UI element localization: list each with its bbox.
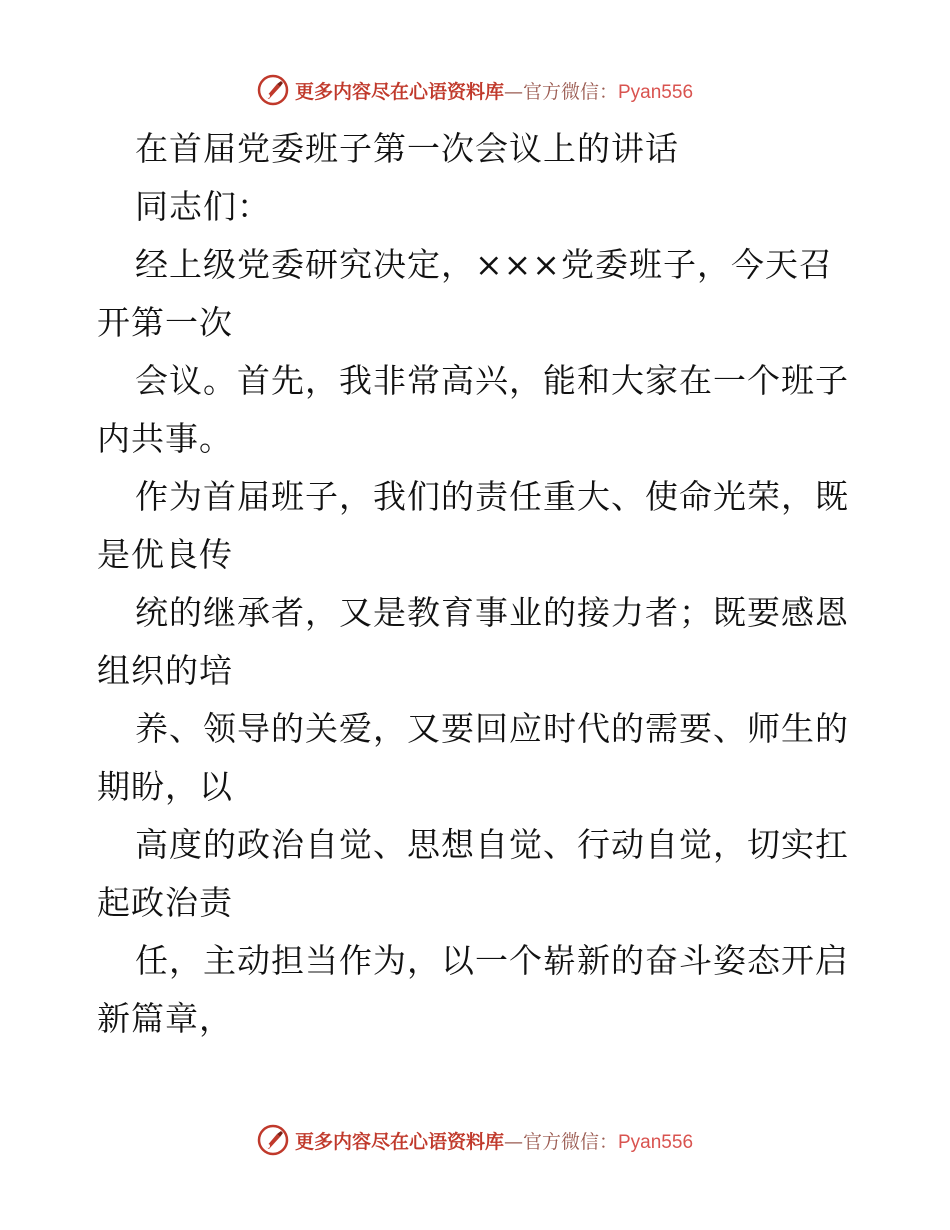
paragraph-line: 会议。首先，我非常高兴，能和大家在一个班子 <box>135 361 849 400</box>
header-banner-inner <box>257 74 693 106</box>
document-title: 在首届党委班子第一次会议上的讲话 <box>135 129 679 168</box>
footer-banner-title: 更多内容尽在心语资料库 <box>294 1130 504 1153</box>
paragraph-line: 新篇章， <box>97 999 233 1038</box>
footer-banner-account: Pyan556 <box>618 1131 694 1153</box>
header-banner-text <box>295 77 693 104</box>
paragraph-line: 作为首届班子，我们的责任重大、使命光荣，既 <box>135 477 849 516</box>
paragraph-line: 养、领导的关爱，又要回应时代的需要、师生的 <box>135 709 849 748</box>
header-banner-account: Pyan556 <box>618 81 694 103</box>
header-banner <box>0 70 950 110</box>
paragraph-line: 内共事。 <box>97 419 233 458</box>
pen-logo-icon <box>257 1124 289 1156</box>
footer-banner-separator: —官方微信： <box>503 1130 618 1153</box>
document-salutation: 同志们： <box>135 187 271 226</box>
paragraph-line: 统的继承者，又是教育事业的接力者；既要感恩 <box>135 593 849 632</box>
paragraph-line: 经上级党委研究决定，×××党委班子，今天召 <box>135 245 833 284</box>
paragraph-line: 组织的培 <box>97 651 233 690</box>
paragraph-line: 起政治责 <box>97 883 233 922</box>
pen-logo-icon <box>257 74 289 106</box>
paragraph-line: 开第一次 <box>97 303 233 342</box>
footer-banner-inner <box>257 1124 693 1156</box>
document-body <box>97 120 867 1048</box>
paragraph-line: 高度的政治自觉、思想自觉、行动自觉，切实扛 <box>135 825 849 864</box>
footer-banner-text <box>295 1127 693 1154</box>
header-banner-title: 更多内容尽在心语资料库 <box>294 80 504 103</box>
paragraph-line: 期盼，以 <box>97 767 233 806</box>
paragraph-line: 是优良传 <box>97 535 233 574</box>
header-banner-separator: —官方微信： <box>503 80 618 103</box>
paragraph-line: 任，主动担当作为，以一个崭新的奋斗姿态开启 <box>135 941 849 980</box>
footer-banner <box>0 1120 950 1160</box>
